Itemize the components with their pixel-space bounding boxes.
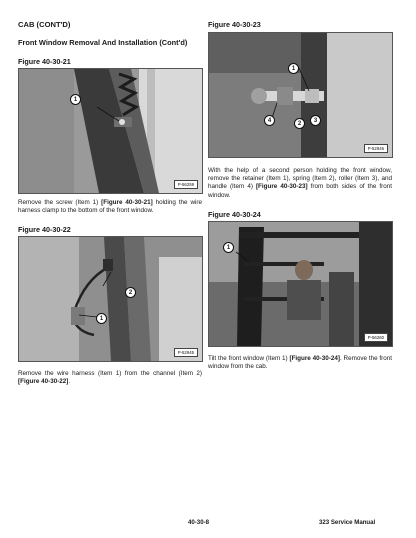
figure-21-photo — [18, 68, 203, 194]
step-remove-screw-ref: [Figure 40-30-21] — [101, 199, 153, 206]
step-remove-screw-text: Remove the screw (Item 1) — [18, 199, 102, 206]
figure-24-image — [209, 222, 392, 346]
figure-22-callout-2: 2 — [125, 287, 136, 298]
section-title: CAB (CONT'D) — [18, 20, 71, 29]
step-remove-harness-text-end: . — [68, 378, 71, 386]
figure-23-callout-4: 4 — [264, 115, 275, 126]
figure-23-photo — [208, 32, 393, 158]
step-remove-retainer — [208, 167, 392, 200]
step-remove-screw-text-end: holding the wire harness clamp to the bottom of the front window. — [18, 199, 202, 215]
step-tilt-window-ref: [Figure 40-30-24] — [289, 355, 340, 362]
figure-24-photo — [208, 221, 393, 347]
figure-23-callout-2: 2 — [294, 118, 305, 129]
figure-21-callout-1: 1 — [70, 94, 81, 105]
step-remove-retainer-text: With the help of a second person holding the front window, remove the retainer (Item 1), spring (Item 2), roller (Item 3), and handle (Item 4) — [208, 167, 392, 191]
figure-23-photo-number: P-52946 — [364, 144, 388, 153]
figure-21-photo-number: P-56259 — [174, 180, 198, 189]
step-tilt-window-text-end: . Remove the front window from the cab. — [208, 355, 393, 371]
figure-21-label: Figure 40-30-21 — [18, 57, 71, 66]
figure-23-label: Figure 40-30-23 — [208, 20, 261, 29]
figure-22-callout-1: 1 — [96, 313, 107, 324]
page-number: 40-30-8 — [188, 519, 210, 526]
figure-22-photo-number: P-52945 — [174, 348, 198, 357]
figure-24-label: Figure 40-30-24 — [208, 210, 261, 219]
step-tilt-window-text: Tilt the front window (Item 1) — [208, 355, 290, 362]
procedure-title: Front Window Removal And Installation (Cont'd) — [18, 38, 188, 47]
figure-23-callout-3: 3 — [310, 115, 321, 126]
step-remove-harness — [18, 370, 202, 386]
figure-23-callout-1: 1 — [288, 63, 299, 74]
figure-24-photo-number: P-56260 — [364, 333, 388, 342]
step-remove-retainer-text-end: from both sides of the front window. — [208, 183, 392, 199]
figure-22-label: Figure 40-30-22 — [18, 225, 71, 234]
step-remove-harness-text: Remove the wire harness (Item 1) from the channel (Item 2) — [18, 370, 202, 377]
step-tilt-window — [208, 355, 392, 371]
step-remove-screw — [18, 199, 202, 215]
figure-23-image — [209, 33, 392, 157]
manual-name: 323 Service Manual — [319, 519, 376, 526]
step-remove-retainer-ref: [Figure 40-30-23] — [255, 183, 308, 191]
figure-22-image — [19, 237, 202, 361]
figure-24-callout-1: 1 — [223, 242, 234, 253]
figure-21-image — [19, 69, 202, 193]
figure-22-photo — [18, 236, 203, 362]
step-remove-harness-ref: [Figure 40-30-22] — [18, 378, 69, 386]
